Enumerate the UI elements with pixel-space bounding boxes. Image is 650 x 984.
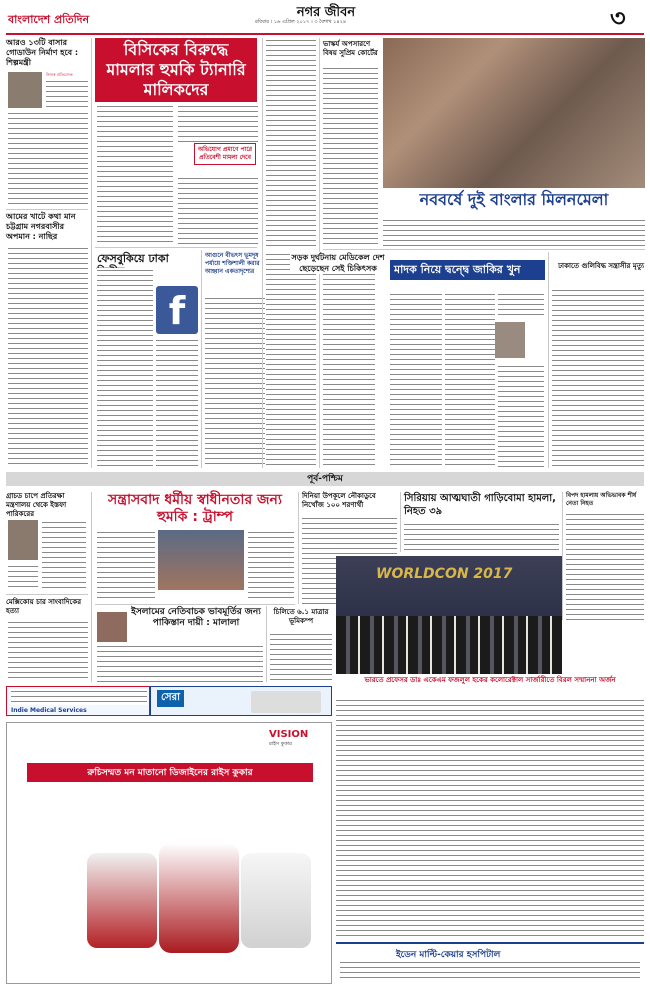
headline: ইসলামের নেতিবাচক ভাবমূর্তির জন্য পাকিস্তান দায়ী : মালালা [131,607,261,628]
body-text [97,104,173,244]
boishakh-crowd-photo [383,38,645,188]
body-text [8,564,38,590]
story-left-mid [6,212,88,242]
headline: ভাস্কর্য অপসারণে বিষয় সুপ্রিম কোর্টের [323,40,378,57]
story-bipin [566,492,644,508]
body-text [445,292,495,468]
body-text [566,512,644,622]
headline: বিপদ হামলায় অভিভাবক শীর্ষ নেতা নিহত [566,492,637,507]
headline: আরও ১৩টি বাসার গোডাউন নির্মাণ হবে : শিল্পমন্ত্রী [6,38,79,67]
sera-logo: সেরা [157,690,184,707]
body-text [178,176,258,244]
section-title: নগর জীবন [296,5,356,20]
body-text [97,268,153,468]
section-band [6,472,644,486]
eden-footer [336,942,644,984]
body-text [323,66,378,246]
headline: সন্ত্রাসবাদ ধর্মীয় স্বাধীনতার জন্য হুমকি : ট্রাম্প [108,492,282,525]
story-china [270,608,332,626]
body-text [323,252,375,468]
sera-ad[interactable] [150,686,332,716]
body-text [178,104,258,142]
body-text [336,698,644,938]
body-text [498,292,544,316]
headline: আমের খাটে কথা মান চট্টগ্রাম নগরবাসীর অপমান : নাছির [6,212,76,241]
headline: সড়ক দুর্ঘটনায় মেডিকেল দেশ ছেড়েছেন সেই চিকিৎসক [291,253,385,273]
headline: ঢাকাতে গুলিবিদ্ধ সন্ত্রাসীর মৃত্যু [558,262,644,270]
page-number: ৩ [610,4,626,32]
worldcon-people [336,616,562,674]
facebook-logo-icon: f [156,286,198,334]
pull-quote: অভিযোগ প্রমাণে পারে প্রতিবেশী মামলা দেবে [194,143,256,165]
body-text [97,644,263,682]
parrikar-photo [8,520,38,560]
trump-photo [158,530,244,590]
worldcon-photo [336,556,562,674]
headline: সিরিয়ায় আত্মঘাতী গাড়িবোমা হামলা, নিহত ৩৯ [404,493,556,517]
cooker-image [241,853,311,948]
band-title: পূর্ব-পশ্চিম [307,474,343,484]
drug-photo [495,322,525,358]
body-text [42,520,86,590]
body-text [205,296,265,468]
headline: ভারতে প্রফেসর ডাঃ একেএম ফজলুল হকের কলোরেক্টাল সার্জারীতে বিরল সম্মাননা অর্জন [364,676,616,684]
body-text [404,522,559,552]
body-text [97,530,155,600]
story-mex [6,598,88,616]
headline: গ্রাচড চাপে প্রতিরক্ষা মন্ত্রণালয় থেকে ইস্তফা পারিকরের [6,492,67,518]
story-main [95,38,257,100]
eden-name: ইডেন মাল্টি-কেয়ার হসপিটাল [396,950,501,960]
headline: দিনিয়া উপকূলে নৌকাডুবে নিখোঁজ ১০০ শরণার্থী [302,492,376,509]
byline: নিজস্ব প্রতিবেদক [46,72,73,77]
brand-logo: বাংলাদেশ প্রতিদিন [8,13,90,26]
body-text [266,252,316,468]
body-text [498,364,544,468]
body-text [8,246,88,468]
nobo-headline: নববর্ষে দুই বাংলার মিলনমেলা [419,190,609,209]
ad-name: Indie Medical Services [11,707,87,714]
page-header [0,0,650,34]
headline: চিলিতে ৬.১ মাত্রার ভূমিকম্প [273,608,329,625]
cooker-image [87,853,157,948]
story-malala [130,607,262,629]
body-text [270,632,332,682]
story-syria [404,492,559,518]
story-dhaka [552,262,644,271]
sera-product [251,691,321,713]
story-trump [95,492,295,526]
fb-headline: ফেসবুকিয়ে ঢাকা [97,252,169,265]
indie-ad[interactable] [6,686,150,716]
story-medic [290,252,386,274]
headline: মেক্সিকোয় চার সাংবাদিকের হত্যা [6,598,82,615]
vision-slogan: রুচিসম্মত মন মাতানো ডিজাইনের রাইস কুকার [27,763,313,782]
story-left-top [6,38,88,68]
body-text [390,292,442,468]
story-nile [302,492,397,510]
worldcon-banner: WORLDCON 2017 [376,566,513,582]
story-court [323,40,383,58]
body-text [8,620,88,680]
vision-sub: রাইস কুকার [269,741,292,747]
body-text [552,288,644,468]
body-text [383,218,645,248]
vision-logo: VISION [269,729,309,740]
header-rule [6,33,644,35]
body-text [8,111,88,206]
story-lawyers [205,252,265,276]
cooker-image [159,843,239,953]
minister-photo [8,72,42,108]
body-text [248,530,294,600]
body-text [266,38,316,248]
headline: আগুনে বীভৎস ভূমদূষ পর্যায়ে শক্তিশালী করার আহ্বান একতাদৃশ্যের [205,252,260,275]
main-headline: বিসিকের বিরুদ্ধে মামলার হুমকি ট্যানারি মালিকদের [95,38,257,102]
body-text [156,338,198,468]
dateline: রবিবার । ১৬ এপ্রিল ২০১৭ । ৩ বৈশাখ ১৪২৪ [255,19,347,25]
vision-ad[interactable] [6,722,332,984]
story-drug [390,260,545,288]
headline: মাদক নিয়ে দ্বন্দ্বে জাকির খুন [390,260,545,280]
story-worldcon [336,676,644,685]
story-goa [6,492,84,519]
malala-photo [97,612,127,642]
body-text [46,79,88,109]
